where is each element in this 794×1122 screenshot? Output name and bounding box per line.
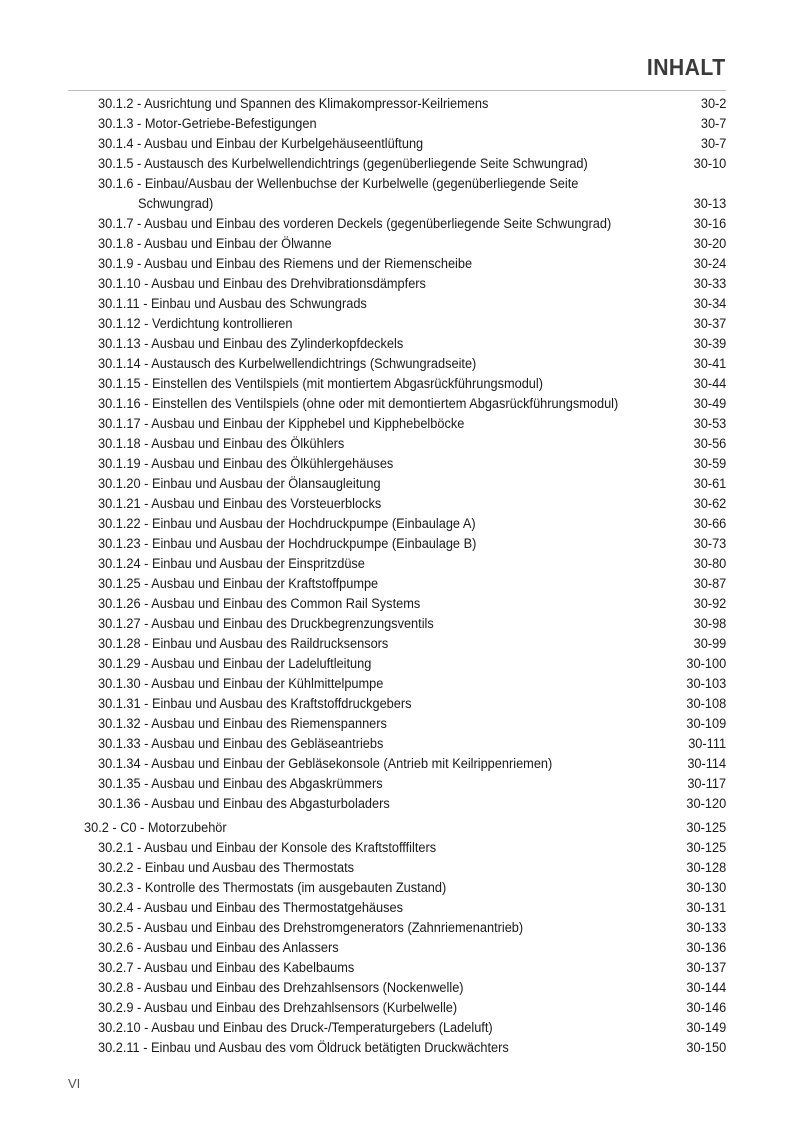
toc-entry-title: 30.1.26 - Ausbau und Einbau des Common Rail Systems — [98, 596, 421, 612]
toc-entry-page: 30-61 — [693, 476, 726, 492]
toc-entry-page: 30-37 — [693, 316, 726, 332]
toc-row[interactable] — [0, 154, 794, 174]
toc-entry-title: 30.1.18 - Ausbau und Einbau des Ölkühlers — [98, 436, 345, 452]
toc-entry-page: 30-49 — [693, 396, 726, 412]
toc-row[interactable] — [0, 94, 794, 114]
toc-row[interactable] — [0, 634, 794, 654]
toc-row[interactable] — [0, 494, 794, 514]
toc-entry-title: Schwungrad) — [138, 196, 214, 212]
toc-row[interactable] — [0, 958, 794, 978]
toc-row[interactable] — [0, 774, 794, 794]
toc-entry-title: 30.1.16 - Einstellen des Ventilspiels (ohne oder mit demontiertem Abgasrückführungsmodul) — [98, 396, 619, 412]
toc-row[interactable] — [0, 314, 794, 334]
toc-entry-title: 30.1.2 - Ausrichtung und Spannen des Klimakompressor-Keilriemens — [98, 96, 489, 112]
toc-row[interactable] — [0, 134, 794, 154]
toc-entry-page: 30-16 — [693, 216, 726, 232]
toc-row[interactable] — [0, 514, 794, 534]
toc-entry-title: 30.1.5 - Austausch des Kurbelwellendichtrings (gegenüberliegende Seite Schwungrad) — [98, 156, 588, 172]
toc-entry-title: 30.2.1 - Ausbau und Einbau der Konsole des Kraftstofffilters — [98, 840, 437, 856]
toc-entry-title: 30.1.19 - Ausbau und Einbau des Ölkühlergehäuses — [98, 456, 394, 472]
toc-entry-page: 30-98 — [693, 616, 726, 632]
toc-entry-title: 30.1.24 - Einbau und Ausbau der Einspritzdüse — [98, 556, 365, 572]
toc-entry-page: 30-137 — [686, 960, 726, 976]
toc-row[interactable] — [0, 898, 794, 918]
toc-entry-page: 30-41 — [693, 356, 726, 372]
toc-row[interactable] — [0, 978, 794, 998]
toc-row[interactable] — [0, 574, 794, 594]
toc-entry-title: 30.1.7 - Ausbau und Einbau des vorderen Deckels (gegenüberliegende Seite Schwungrad) — [98, 216, 612, 232]
toc-entry-title: 30.2.9 - Ausbau und Einbau des Drehzahlsensors (Kurbelwelle) — [98, 1000, 458, 1016]
toc-entry-title: 30.1.28 - Einbau und Ausbau des Raildrucksensors — [98, 636, 389, 652]
toc-row[interactable] — [0, 654, 794, 674]
toc-row[interactable] — [0, 1038, 794, 1058]
toc-entry-title: 30.1.9 - Ausbau und Einbau des Riemens und der Riemenscheibe — [98, 256, 473, 272]
toc-entry-title: 30.1.34 - Ausbau und Einbau der Gebläsekonsole (Antrieb mit Keilrippenriemen) — [98, 756, 553, 772]
toc-entry-page: 30-59 — [693, 456, 726, 472]
toc-entry-title: 30.1.35 - Ausbau und Einbau des Abgaskrümmers — [98, 776, 383, 792]
toc-entry-title: 30.1.27 - Ausbau und Einbau des Druckbegrenzungsventils — [98, 616, 434, 632]
toc-row[interactable] — [0, 838, 794, 858]
toc-entry-title: 30.1.4 - Ausbau und Einbau der Kurbelgehäuseentlüftung — [98, 136, 424, 152]
toc-row[interactable] — [0, 454, 794, 474]
toc-entry-page: 30-103 — [686, 676, 726, 692]
toc-entry-title: 30.2.4 - Ausbau und Einbau des Thermostatgehäuses — [98, 900, 404, 916]
toc-entry-title: 30.2.6 - Ausbau und Einbau des Anlassers — [98, 940, 339, 956]
toc-entry-page: 30-99 — [693, 636, 726, 652]
toc-entry-page: 30-39 — [693, 336, 726, 352]
toc-entry-page: 30-114 — [687, 756, 726, 772]
toc-row[interactable] — [0, 394, 794, 414]
toc-entry-title: 30.1.11 - Einbau und Ausbau des Schwungrads — [98, 296, 367, 312]
toc-entry-title: 30.1.8 - Ausbau und Einbau der Ölwanne — [98, 236, 332, 252]
toc-entry-page: 30-10 — [693, 156, 726, 172]
toc-row[interactable] — [0, 254, 794, 274]
toc-entry-page: 30-128 — [686, 860, 726, 876]
toc-entry-title: 30.1.10 - Ausbau und Einbau des Drehvibrationsdämpfers — [98, 276, 426, 292]
toc-entry-title: 30.1.14 - Austausch des Kurbelwellendichtrings (Schwungradseite) — [98, 356, 477, 372]
toc-row[interactable] — [0, 918, 794, 938]
page-title: INHALT — [647, 54, 726, 80]
toc-row[interactable] — [0, 554, 794, 574]
toc-entry-page: 30-87 — [693, 576, 726, 592]
page-number: VI — [68, 1076, 81, 1091]
toc-entry-page: 30-150 — [686, 1040, 726, 1056]
toc-row[interactable] — [0, 294, 794, 314]
toc-row[interactable] — [0, 998, 794, 1018]
toc-row[interactable] — [0, 594, 794, 614]
toc-row[interactable] — [0, 674, 794, 694]
toc-row[interactable] — [0, 938, 794, 958]
toc-entry-title: 30.1.15 - Einstellen des Ventilspiels (mit montiertem Abgasrückführungsmodul) — [98, 376, 544, 392]
toc-entry-page: 30-66 — [693, 516, 726, 532]
toc-entry-title: 30.1.25 - Ausbau und Einbau der Kraftstoffpumpe — [98, 576, 379, 592]
toc-row[interactable] — [0, 414, 794, 434]
toc-entry-title: 30.1.12 - Verdichtung kontrollieren — [98, 316, 293, 332]
toc-section-row[interactable] — [0, 818, 794, 838]
toc-entry-page: 30-111 — [688, 736, 726, 752]
toc-entry-page: 30-92 — [693, 596, 726, 612]
toc-entry-page: 30-125 — [686, 840, 726, 856]
toc-entry-title: 30.1.17 - Ausbau und Einbau der Kipphebel und Kipphebelböcke — [98, 416, 465, 432]
table-of-contents — [0, 94, 794, 1058]
toc-entry-title: 30.1.30 - Ausbau und Einbau der Kühlmittelpumpe — [98, 676, 384, 692]
toc-row[interactable] — [0, 274, 794, 294]
toc-entry-title: 30.2.5 - Ausbau und Einbau des Drehstromgenerators (Zahnriemenantrieb) — [98, 920, 524, 936]
toc-entry-page: 30-130 — [686, 880, 726, 896]
toc-row[interactable] — [0, 374, 794, 394]
toc-row[interactable] — [0, 734, 794, 754]
toc-entry-title: 30.1.21 - Ausbau und Einbau des Vorsteuerblocks — [98, 496, 382, 512]
toc-row[interactable] — [0, 794, 794, 814]
toc-entry-page: 30-120 — [686, 796, 726, 812]
toc-row[interactable] — [0, 474, 794, 494]
toc-entry-title: 30.1.3 - Motor-Getriebe-Befestigungen — [98, 116, 317, 132]
toc-row[interactable] — [0, 614, 794, 634]
toc-entry-page: 30-53 — [693, 416, 726, 432]
toc-entry-page: 30-136 — [686, 940, 726, 956]
toc-row[interactable] — [0, 694, 794, 714]
toc-row[interactable] — [0, 194, 794, 214]
toc-row[interactable] — [0, 214, 794, 234]
toc-entry-page: 30-20 — [693, 236, 726, 252]
toc-entry-page: 30-34 — [693, 296, 726, 312]
toc-row[interactable] — [0, 434, 794, 454]
toc-entry-title: 30.1.31 - Einbau und Ausbau des Kraftstoffdruckgebers — [98, 696, 412, 712]
toc-row[interactable] — [0, 174, 794, 194]
toc-entry-page: 30-24 — [693, 256, 726, 272]
toc-entry-page: 30-125 — [686, 820, 726, 836]
toc-row[interactable] — [0, 1018, 794, 1038]
toc-entry-title: 30.1.22 - Einbau und Ausbau der Hochdruckpumpe (Einbaulage A) — [98, 516, 476, 532]
toc-row[interactable] — [0, 334, 794, 354]
toc-entry-page: 30-62 — [693, 496, 726, 512]
toc-entry-page: 30-33 — [693, 276, 726, 292]
toc-entry-title: 30.1.29 - Ausbau und Einbau der Ladeluftleitung — [98, 656, 372, 672]
toc-entry-title: 30.2.11 - Einbau und Ausbau des vom Öldruck betätigten Druckwächters — [98, 1040, 509, 1056]
toc-entry-page: 30-56 — [693, 436, 726, 452]
header-divider — [68, 90, 726, 91]
toc-entry-title: 30.2 - C0 - Motorzubehör — [84, 820, 227, 836]
toc-entry-page: 30-149 — [686, 1020, 726, 1036]
toc-entry-page: 30-2 — [700, 96, 726, 112]
toc-entry-title: 30.2.3 - Kontrolle des Thermostats (im ausgebauten Zustand) — [98, 880, 447, 896]
toc-entry-page: 30-7 — [700, 116, 726, 132]
toc-entry-title: 30.2.10 - Ausbau und Einbau des Druck-/Temperaturgebers (Ladeluft) — [98, 1020, 493, 1036]
toc-entry-page: 30-144 — [686, 980, 726, 996]
toc-entry-page: 30-146 — [686, 1000, 726, 1016]
toc-entry-page: 30-44 — [693, 376, 726, 392]
toc-row[interactable] — [0, 114, 794, 134]
toc-entry-page: 30-100 — [686, 656, 726, 672]
toc-entry-title: 30.2.2 - Einbau und Ausbau des Thermostats — [98, 860, 355, 876]
toc-row[interactable] — [0, 534, 794, 554]
toc-row[interactable] — [0, 878, 794, 898]
toc-entry-title: 30.2.7 - Ausbau und Einbau des Kabelbaums — [98, 960, 355, 976]
toc-entry-title: 30.1.36 - Ausbau und Einbau des Abgasturboladers — [98, 796, 390, 812]
toc-entry-title: 30.1.6 - Einbau/Ausbau der Wellenbuchse der Kurbelwelle (gegenüberliegende Seite — [98, 176, 579, 192]
toc-entry-page: 30-80 — [693, 556, 726, 572]
toc-entry-page: 30-109 — [686, 716, 726, 732]
toc-entry-title: 30.2.8 - Ausbau und Einbau des Drehzahlsensors (Nockenwelle) — [98, 980, 464, 996]
toc-row[interactable] — [0, 714, 794, 734]
toc-entry-title: 30.1.32 - Ausbau und Einbau des Riemenspanners — [98, 716, 387, 732]
toc-row[interactable] — [0, 354, 794, 374]
toc-row[interactable] — [0, 754, 794, 774]
toc-entry-page: 30-117 — [687, 776, 726, 792]
toc-entry-title: 30.1.20 - Einbau und Ausbau der Ölansaugleitung — [98, 476, 381, 492]
toc-entry-title: 30.1.33 - Ausbau und Einbau des Gebläseantriebs — [98, 736, 384, 752]
toc-entry-page: 30-133 — [686, 920, 726, 936]
toc-entry-page: 30-131 — [686, 900, 726, 916]
toc-entry-title: 30.1.23 - Einbau und Ausbau der Hochdruckpumpe (Einbaulage B) — [98, 536, 477, 552]
toc-row[interactable] — [0, 858, 794, 878]
toc-entry-title: 30.1.13 - Ausbau und Einbau des Zylinderkopfdeckels — [98, 336, 404, 352]
toc-row[interactable] — [0, 234, 794, 254]
toc-entry-page: 30-7 — [700, 136, 726, 152]
toc-entry-page: 30-73 — [693, 536, 726, 552]
toc-entry-page: 30-13 — [693, 196, 726, 212]
toc-entry-page: 30-108 — [686, 696, 726, 712]
